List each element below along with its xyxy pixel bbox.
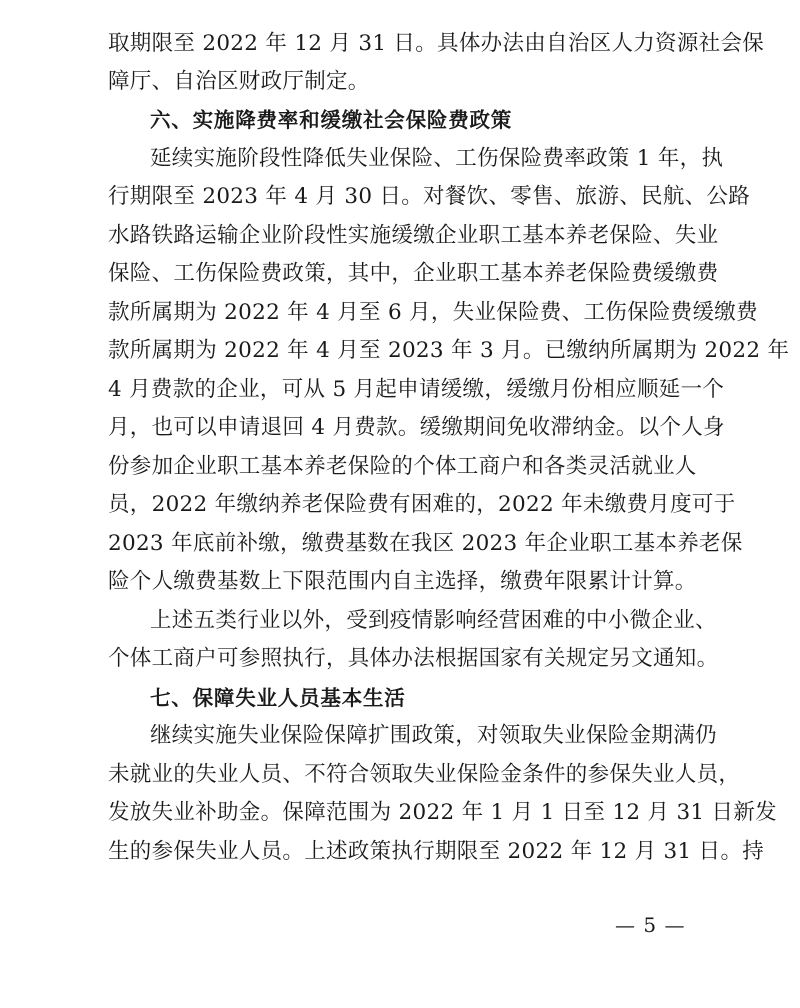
paragraph-line: 障厅、自治区财政厅制定。	[108, 69, 370, 94]
paragraph-line: 延续实施阶段性降低失业保险、工伤保险费率政策 1 年，执	[150, 146, 724, 171]
paragraph-line: 行期限至 2023 年 4 月 30 日。对餐饮、零售、旅游、民航、公路	[108, 184, 751, 209]
paragraph-line: 险个人缴费基数上下限范围内自主选择，缴费年限累计计算。	[108, 569, 697, 594]
paragraph-line: 保险、工伤保险费政策，其中，企业职工基本养老保险费缓缴费	[108, 261, 719, 286]
section-heading-6: 六、实施降费率和缓缴社会保险费政策	[150, 108, 513, 132]
paragraph-line: 水路铁路运输企业阶段性实施缓缴企业职工基本养老保险、失业	[108, 223, 719, 248]
paragraph-line: 生的参保失业人员。上述政策执行期限至 2022 年 12 月 31 日。持	[108, 839, 765, 864]
paragraph-line: 份参加企业职工基本养老保险的个体工商户和各类灵活就业人	[108, 454, 697, 479]
paragraph-line: 款所属期为 2022 年 4 月至 6 月，失业保险费、工伤保险费缓缴费	[108, 300, 758, 325]
paragraph-line: 款所属期为 2022 年 4 月至 2023 年 3 月。已缴纳所属期为 2022 年	[108, 338, 790, 363]
paragraph-line: 上述五类行业以外，受到疫情影响经营困难的中小微企业、	[150, 608, 717, 633]
paragraph-line: 月，也可以申请退回 4 月费款。缓缴期间免收滞纳金。以个人身	[108, 415, 725, 440]
paragraph-line: 取期限至 2022 年 12 月 31 日。具体办法由自治区人力资源社会保	[108, 31, 765, 56]
paragraph-line: 4 月费款的企业，可从 5 月起申请缓缴，缓缴月份相应顺延一个	[108, 377, 725, 402]
paragraph-line: 2023 年底前补缴，缴费基数在我区 2023 年企业职工基本养老保	[108, 531, 743, 556]
paragraph-line: 员，2022 年缴纳养老保险费有困难的，2022 年未缴费月度可于	[108, 492, 736, 517]
paragraph-line: 继续实施失业保险保障扩围政策，对领取失业保险金期满仍	[150, 723, 717, 748]
paragraph-line: 个体工商户可参照执行，具体办法根据国家有关规定另文通知。	[108, 646, 719, 671]
paragraph-line: 发放失业补助金。保障范围为 2022 年 1 月 1 日至 12 月 31 日新发	[108, 800, 777, 825]
page-number: — 5 —	[615, 913, 686, 937]
section-heading-7: 七、保障失业人员基本生活	[150, 686, 406, 710]
paragraph-line: 未就业的失业人员、不符合领取失业保险金条件的参保失业人员，	[108, 762, 741, 787]
